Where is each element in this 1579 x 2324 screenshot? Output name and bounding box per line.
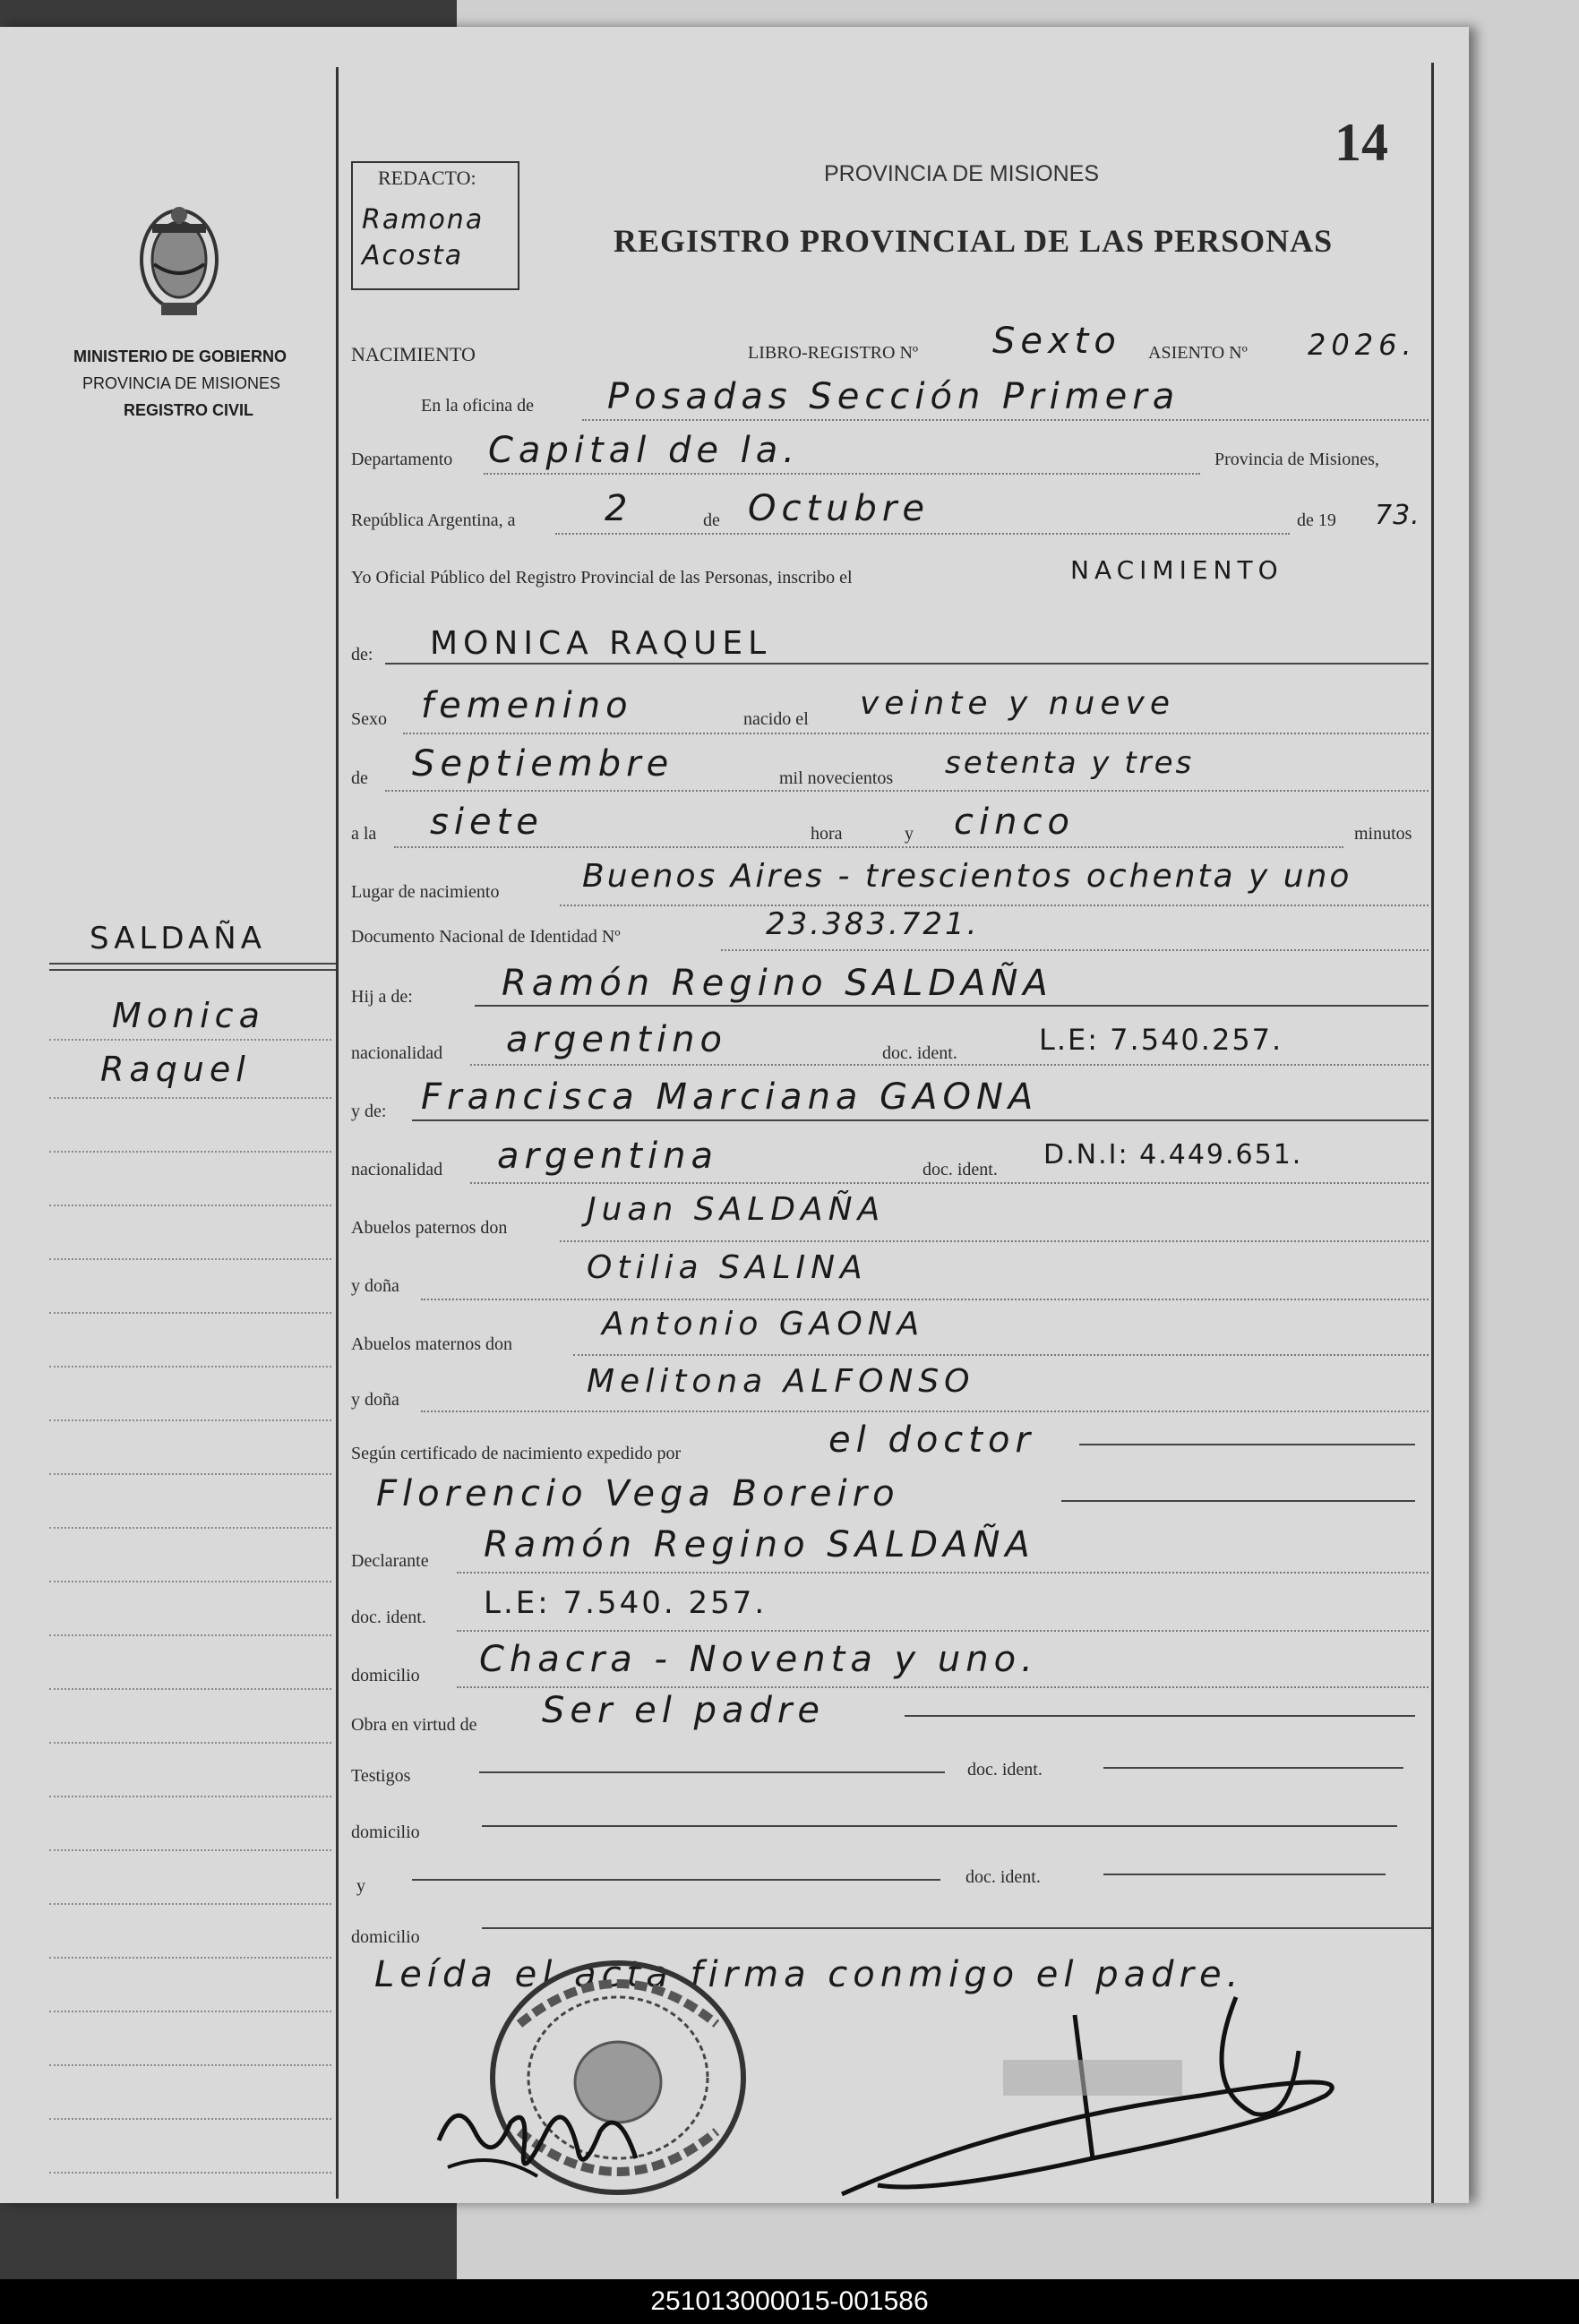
abuelo-mat-value: Antonio GAONA <box>602 1306 925 1342</box>
domicilio3-label: domicilio <box>351 1927 420 1947</box>
libro-label: LIBRO-REGISTRO Nº <box>748 343 919 363</box>
docident5-label: doc. ident. <box>965 1867 1041 1887</box>
margin-ruling <box>49 2011 331 2012</box>
margin-surname-rule-2 <box>49 969 336 971</box>
anio-nac-value: setenta y tres <box>945 745 1195 781</box>
oficina-rule <box>582 419 1429 421</box>
certificado-value: el doctor <box>828 1419 1035 1461</box>
nac2-label: nacionalidad <box>351 1160 443 1179</box>
nac2-value: argentina <box>497 1136 718 1177</box>
yde-label: y de: <box>351 1102 387 1121</box>
nombre-value: MONICA RAQUEL <box>430 625 772 662</box>
y2-rule <box>412 1879 940 1881</box>
registry-heading: REGISTRO PROVINCIAL DE LAS PERSONAS <box>614 223 1334 259</box>
minutos-label: minutos <box>1354 824 1412 844</box>
doctor-rule <box>1061 1500 1415 1502</box>
register-page <box>0 27 1469 2203</box>
de2-label: de: <box>351 645 373 665</box>
margin-ruling <box>49 1527 331 1529</box>
abuela-pat-value: Otilia SALINA <box>587 1249 868 1286</box>
nac1-label: nacionalidad <box>351 1043 443 1063</box>
certificado-label: Según certificado de nacimiento expedido por <box>351 1444 682 1463</box>
abuelo-pat-rule <box>560 1240 1429 1242</box>
margin-ruling <box>49 1688 331 1690</box>
abuelos-pat-label: Abuelos paternos don <box>351 1218 508 1238</box>
libro-value: Sexto <box>992 321 1121 362</box>
margin-ruling <box>49 1366 331 1368</box>
provincia-label: Provincia de Misiones, <box>1214 450 1379 469</box>
docident4-rule <box>1103 1767 1403 1769</box>
abuela-mat-value: Melitona ALFONSO <box>587 1363 975 1400</box>
hora-label: hora <box>811 824 843 844</box>
margin-ruling <box>49 1634 331 1636</box>
testigos-label: Testigos <box>351 1766 411 1786</box>
docident5-rule <box>1103 1874 1386 1875</box>
margin-rule <box>336 67 339 2199</box>
page-number: 14 <box>1334 113 1388 172</box>
margin-ruling <box>49 1419 331 1421</box>
domicilio1-rule <box>457 1686 1429 1688</box>
margin-ruling <box>49 1849 331 1851</box>
margin-given-2: Raquel <box>100 1050 251 1089</box>
margin-ruling <box>49 2172 331 2174</box>
margin-ruling <box>49 1796 331 1797</box>
departamento-value: Capital de la. <box>488 430 801 471</box>
asiento-value: 2026. <box>1308 328 1417 362</box>
declarante-rule <box>457 1572 1429 1574</box>
nacido-value: veinte y nueve <box>860 685 1175 722</box>
margin-ruling <box>49 1903 331 1905</box>
registrar-signature <box>421 2078 654 2203</box>
docident3-rule <box>457 1630 1429 1632</box>
oficial-text: Yo Oficial Público del Registro Provincial de las Personas, inscribo el <box>351 568 853 587</box>
nac2-rule <box>470 1182 1429 1184</box>
redacto-name: Ramona Acosta <box>362 204 485 271</box>
y2-label: y <box>356 1876 365 1896</box>
hijo-label: Hij a de: <box>351 987 413 1007</box>
madre-rule <box>412 1119 1429 1121</box>
de-label: de <box>703 510 720 530</box>
oficina-value: Posadas Sección Primera <box>607 376 1180 417</box>
type-label: NACIMIENTO <box>351 343 476 365</box>
republica-label: República Argentina, a <box>351 510 516 530</box>
domicilio3-rule <box>482 1927 1431 1929</box>
anio-value: 73. <box>1375 500 1420 531</box>
declarante-value: Ramón Regino SALDAÑA <box>484 1524 1035 1565</box>
hora-rule <box>394 846 1343 848</box>
oficina-label: En la oficina de <box>421 396 535 416</box>
republica-rule <box>555 533 1290 535</box>
domicilio2-label: domicilio <box>351 1822 420 1842</box>
asiento-label: ASIENTO Nº <box>1148 343 1248 363</box>
docident2-value: D.N.I: 4.449.651. <box>1043 1139 1303 1171</box>
lugar-rule <box>560 905 1429 906</box>
docident3-label: doc. ident. <box>351 1608 426 1627</box>
margin-ruling <box>49 1957 331 1959</box>
ydona1-label: y doña <box>351 1276 399 1296</box>
madre-value: Francisca Marciana GAONA <box>421 1076 1039 1118</box>
padre-value: Ramón Regino SALDAÑA <box>502 963 1053 1004</box>
obra-value: Ser el padre <box>542 1690 825 1731</box>
domicilio2-rule <box>482 1825 1397 1827</box>
right-rule <box>1431 63 1434 2203</box>
de3-label: de <box>351 768 368 788</box>
ministry-line-2: PROVINCIA DE MISIONES <box>82 374 281 392</box>
dni-rule <box>721 949 1429 951</box>
margin-ruling <box>49 1039 331 1041</box>
ministry-line-3: REGISTRO CIVIL <box>124 401 254 419</box>
obra-rule <box>905 1715 1415 1717</box>
margin-ruling <box>49 1473 331 1475</box>
nac1-rule <box>470 1064 1429 1066</box>
dni-label: Documento Nacional de Identidad Nº <box>351 927 621 947</box>
margin-surname-rule <box>49 963 336 965</box>
y-label: y <box>905 824 914 844</box>
domicilio1-label: domicilio <box>351 1666 420 1685</box>
margin-ruling <box>49 2118 331 2120</box>
abuelo-pat-value: Juan SALDAÑA <box>587 1191 886 1228</box>
margin-ruling <box>49 1312 331 1314</box>
dni-value: 23.383.721. <box>766 906 980 942</box>
nombre-rule <box>385 663 1429 665</box>
lugar-label: Lugar de nacimiento <box>351 882 500 902</box>
docident1-value: L.E: 7.540.257. <box>1039 1023 1283 1057</box>
testigos-rule <box>479 1771 945 1773</box>
margin-ruling <box>49 2064 331 2066</box>
docident3-value: L.E: 7.540. 257. <box>484 1585 768 1621</box>
ala-label: a la <box>351 824 377 844</box>
padre-rule <box>475 1005 1429 1007</box>
mes-nac-value: Septiembre <box>412 743 674 785</box>
domicilio1-value: Chacra - Noventa y uno. <box>479 1639 1038 1680</box>
sexo-value: femenino <box>421 685 633 726</box>
docident4-label: doc. ident. <box>967 1760 1043 1779</box>
margin-given-1: Monica <box>112 996 265 1035</box>
docident1-label: doc. ident. <box>882 1043 957 1063</box>
abuelos-mat-label: Abuelos maternos don <box>351 1334 512 1354</box>
abuelo-mat-rule <box>573 1354 1429 1356</box>
coat-of-arms-emblem <box>134 197 224 322</box>
redacto-label: REDACTO: <box>378 167 476 189</box>
margin-ruling <box>49 1258 331 1260</box>
abuela-pat-rule <box>421 1299 1429 1300</box>
departamento-label: Departamento <box>351 450 453 469</box>
mes-value: Octubre <box>748 488 930 529</box>
closing-statement: Leída el acta firma conmigo el padre. <box>374 1954 1244 1995</box>
margin-ruling <box>49 1581 331 1582</box>
docident2-label: doc. ident. <box>923 1160 998 1179</box>
abuela-mat-rule <box>421 1411 1429 1412</box>
certificado-rule <box>1079 1444 1415 1445</box>
margin-ruling <box>49 1097 331 1099</box>
scan-id-footer: 251013000015-001586 <box>0 2279 1579 2324</box>
departamento-rule <box>484 473 1200 475</box>
redacto-box <box>351 161 519 290</box>
ministry-line-1: MINISTERIO DE GOBIERNO <box>73 347 287 365</box>
minutos-value: cinco <box>954 802 1075 843</box>
oficial-value: NACIMIENTO <box>1070 555 1283 585</box>
doctor-value: Florencio Vega Boreiro <box>376 1473 900 1514</box>
obra-label: Obra en virtud de <box>351 1715 477 1735</box>
margin-surname: SALDAÑA <box>90 921 266 956</box>
hora-value: siete <box>430 802 544 843</box>
sexo-rule <box>403 733 1429 734</box>
ydona2-label: y doña <box>351 1390 399 1410</box>
province-heading: PROVINCIA DE MISIONES <box>824 161 1100 186</box>
declarante-label: Declarante <box>351 1551 429 1571</box>
dia-value: 2 <box>605 488 633 529</box>
margin-ruling <box>49 1742 331 1744</box>
sexo-label: Sexo <box>351 709 387 729</box>
margin-ruling <box>49 1151 331 1153</box>
nac1-value: argentino <box>506 1019 727 1060</box>
mes-nac-rule <box>385 790 1429 792</box>
declarant-signature <box>824 1979 1397 2212</box>
nacido-label: nacido el <box>743 709 809 729</box>
milnov-label: mil novecientos <box>779 768 894 788</box>
anio-label: de 19 <box>1297 510 1336 530</box>
margin-ruling <box>49 1205 331 1206</box>
lugar-value: Buenos Aires - trescientos ochenta y uno <box>582 858 1352 895</box>
